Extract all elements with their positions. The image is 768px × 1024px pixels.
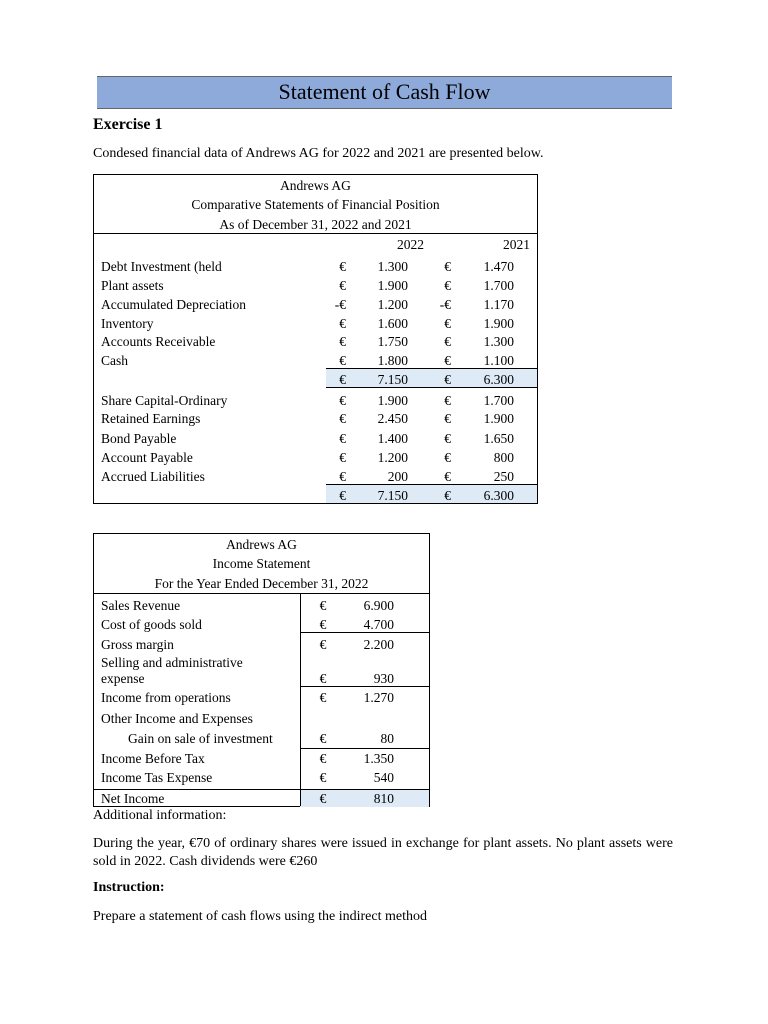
is-currency: €	[319, 637, 327, 652]
sfp-row-label: Retained Earnings	[101, 411, 201, 426]
is-value: 80	[380, 731, 394, 746]
sfp-currency-2021: €	[444, 259, 451, 274]
sfp-value-2022: 1.600	[377, 316, 408, 331]
page-title: Statement of Cash Flow	[97, 76, 672, 109]
sfp-company: Andrews AG	[280, 178, 351, 193]
is-row-label: Income from operations	[101, 690, 231, 705]
sfp-currency-2021: -€	[439, 297, 451, 312]
is-row-label: Income Before Tax	[101, 751, 205, 766]
sfp-currency-2022: €	[339, 372, 346, 387]
sfp-currency-2021: €	[444, 278, 451, 293]
sfp-row-label: Inventory	[101, 316, 154, 331]
sfp-row-label: Accrued Liabilities	[101, 469, 205, 484]
sfp-subtitle: Comparative Statements of Financial Position	[191, 197, 440, 212]
income-statement-table	[93, 533, 430, 807]
is-currency: €	[319, 731, 327, 746]
sfp-row-label: Cash	[101, 353, 128, 368]
is-row-label: Sales Revenue	[101, 598, 181, 613]
is-row-label: Net Income	[101, 791, 165, 806]
sfp-currency-2022: €	[339, 411, 346, 426]
sfp-value-2022: 1.300	[377, 259, 408, 274]
sfp-value-2021: 1.700	[483, 393, 514, 408]
sfp-currency-2022: €	[339, 393, 346, 408]
sfp-currency-2021: €	[444, 393, 451, 408]
sfp-value-2021: 1.100	[483, 353, 514, 368]
sfp-row-label: Plant assets	[101, 278, 164, 293]
sfp-value-2022: 1.200	[377, 297, 408, 312]
sfp-value-2022: 1.400	[377, 431, 408, 446]
sfp-value-2021: 1.300	[483, 334, 514, 349]
is-row-label: Selling and administrative	[101, 655, 243, 670]
sfp-value-2021: 1.700	[483, 278, 514, 293]
is-value: 4.700	[363, 617, 394, 632]
is-currency: €	[319, 770, 327, 785]
is-currency: €	[319, 791, 327, 806]
is-row-label: Other Income and Expenses	[101, 711, 253, 726]
instruction-heading: Instruction:	[93, 880, 165, 895]
sfp-row-label: Accumulated Depreciation	[101, 297, 247, 312]
instruction-text: Prepare a statement of cash flows using the indirect method	[93, 909, 427, 924]
sfp-value-2021: 1.650	[483, 431, 514, 446]
sfp-row-label: Bond Payable	[101, 431, 177, 446]
is-value: 1.350	[363, 751, 394, 766]
sfp-currency-2021: €	[444, 431, 451, 446]
sfp-value-2021: 1.170	[483, 297, 514, 312]
is-value: 540	[373, 770, 394, 785]
sfp-currency-2022: €	[339, 488, 346, 503]
sfp-currency-2022: €	[339, 334, 346, 349]
sfp-currency-2022: -€	[334, 297, 346, 312]
sfp-value-2022: 1.800	[377, 353, 408, 368]
sfp-value-2022: 200	[387, 469, 408, 484]
additional-info-heading: Additional information:	[93, 808, 227, 823]
is-currency: €	[319, 690, 327, 705]
is-row-label: expense	[101, 671, 145, 686]
is-currency: €	[319, 598, 327, 613]
sfp-date: As of December 31, 2022 and 2021	[219, 217, 412, 232]
sfp-value-2021: 6.300	[483, 488, 514, 503]
sfp-value-2022: 2.450	[377, 411, 408, 426]
sfp-value-2021: 1.900	[483, 411, 514, 426]
sfp-currency-2022: €	[339, 278, 346, 293]
sfp-row-label: Share Capital-Ordinary	[101, 393, 228, 408]
sfp-currency-2022: €	[339, 353, 346, 368]
sfp-year-2021: 2021	[503, 237, 530, 252]
sfp-value-2022: 1.900	[377, 278, 408, 293]
sfp-value-2021: 250	[493, 469, 514, 484]
financial-position-table	[93, 174, 538, 504]
sfp-currency-2022: €	[339, 431, 346, 446]
sfp-row-label: Debt Investment (held	[101, 259, 222, 274]
sfp-value-2022: 1.900	[377, 393, 408, 408]
sfp-currency-2021: €	[444, 488, 451, 503]
sfp-currency-2022: €	[339, 316, 346, 331]
is-currency: €	[319, 751, 327, 766]
sfp-year-2022: 2022	[397, 237, 424, 252]
sfp-value-2022: 7.150	[377, 372, 408, 387]
is-currency: €	[319, 671, 327, 686]
is-currency: €	[319, 617, 327, 632]
is-value: 930	[373, 671, 394, 686]
intro-text: Condesed financial data of Andrews AG for 2022 and 2021 are presented below.	[93, 146, 544, 161]
additional-info-text: During the year, €70 of ordinary shares were issued in exchange for plant assets. No plant assets were sold in 2022. Cash dividends were €260	[93, 836, 673, 869]
sfp-currency-2021: €	[444, 411, 451, 426]
sfp-value-2022: 7.150	[377, 488, 408, 503]
sfp-value-2022: 1.750	[377, 334, 408, 349]
is-date: For the Year Ended December 31, 2022	[154, 576, 369, 591]
sfp-currency-2021: €	[444, 372, 451, 387]
sfp-currency-2021: €	[444, 469, 451, 484]
sfp-currency-2022: €	[339, 259, 346, 274]
is-value: 6.900	[363, 598, 394, 613]
is-row-label: Income Tas Expense	[101, 770, 213, 785]
sfp-value-2021: 1.900	[483, 316, 514, 331]
sfp-currency-2021: €	[444, 316, 451, 331]
is-company: Andrews AG	[226, 537, 297, 552]
sfp-currency-2021: €	[444, 334, 451, 349]
sfp-value-2021: 800	[493, 450, 514, 465]
sfp-value-2021: 1.470	[483, 259, 514, 274]
sfp-value-2022: 1.200	[377, 450, 408, 465]
is-value: 810	[373, 791, 394, 806]
sfp-currency-2021: €	[444, 353, 451, 368]
is-value: 1.270	[363, 690, 394, 705]
sfp-currency-2021: €	[444, 450, 451, 465]
sfp-currency-2022: €	[339, 450, 346, 465]
sfp-value-2021: 6.300	[483, 372, 514, 387]
is-row-label: Gross margin	[101, 637, 174, 652]
sfp-currency-2022: €	[339, 469, 346, 484]
is-row-label: Gain on sale of investment	[128, 731, 273, 746]
sfp-row-label: Accounts Receivable	[101, 334, 216, 349]
is-value: 2.200	[363, 637, 394, 652]
is-row-label: Cost of goods sold	[101, 617, 202, 632]
sfp-row-label: Account Payable	[101, 450, 193, 465]
exercise-heading: Exercise 1	[93, 116, 163, 133]
is-subtitle: Income Statement	[212, 556, 311, 571]
